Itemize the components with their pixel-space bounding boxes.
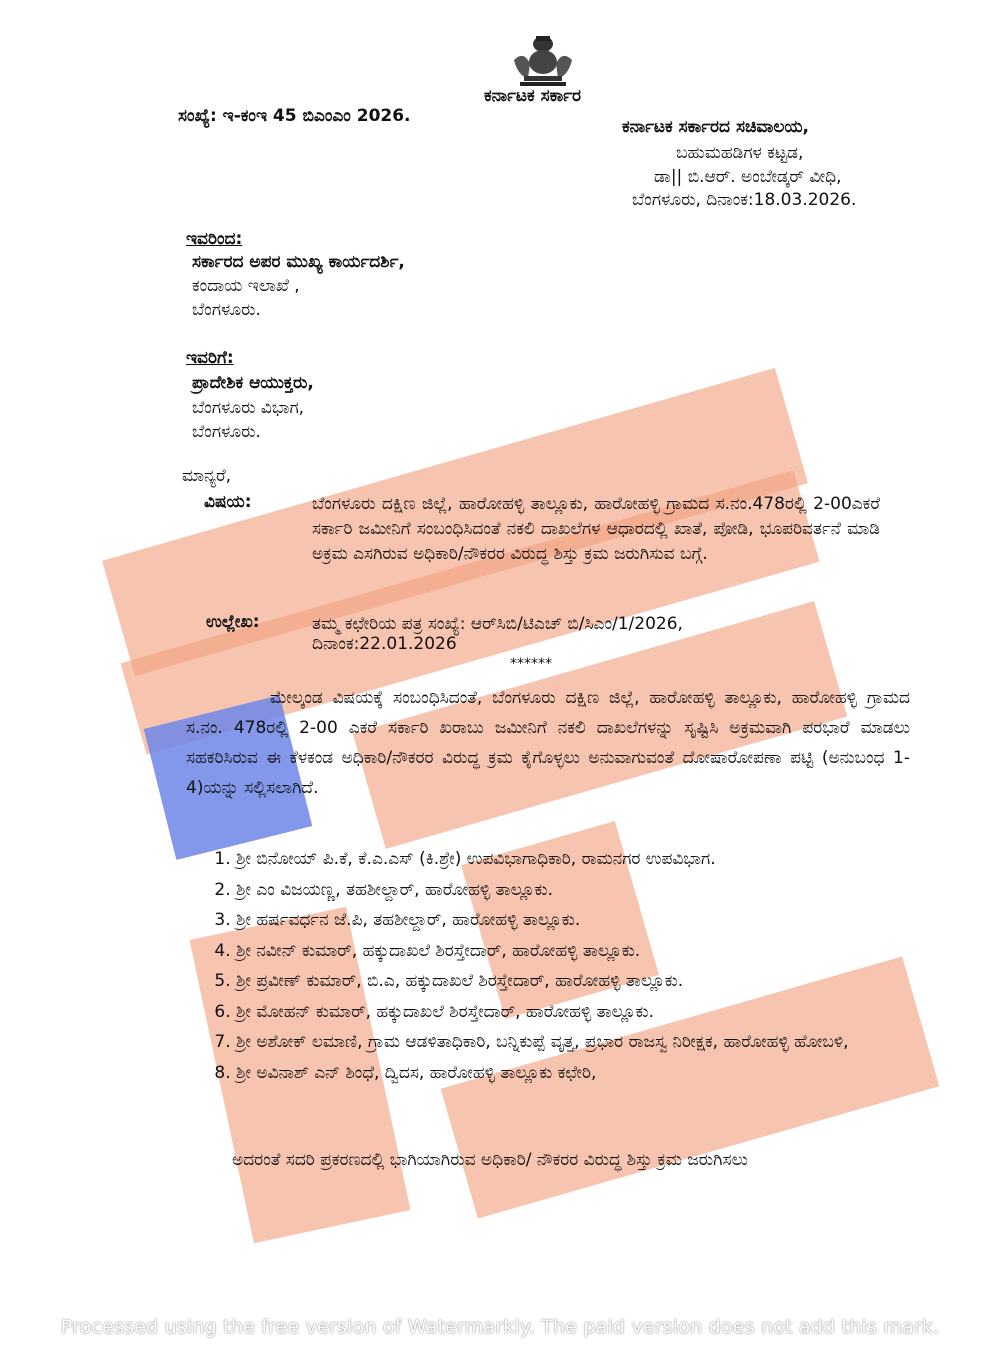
- government-name: ಕರ್ನಾಟಕ ಸರ್ಕಾರ: [484, 86, 582, 106]
- reference-number: ಸಂಖ್ಯೆ: ಇ-ಕಂಇ 45 ಬಿಎಂಎಂ 2026.: [178, 106, 411, 126]
- to-line-1: ಪ್ರಾದೇಶಿಕ ಆಯುಕ್ತರು,: [192, 373, 314, 393]
- to-line-2: ಬೆಂಗಳೂರು ವಿಭಾಗ,: [192, 398, 305, 418]
- official-item: 3. ಶ್ರೀ ಹರ್ಷವರ್ಧನ ಜೆ.ಪಿ, ತಹಶೀಲ್ದಾರ್, ಹಾರೋಹಳ್ಳಿ ತಾಲ್ಲೂಕು.: [236, 905, 936, 936]
- to-heading: ಇವರಿಗೆ:: [186, 348, 234, 368]
- separator: ******: [510, 656, 552, 672]
- official-item: 5. ಶ್ರೀ ಪ್ರವೀಣ್ ಕುಮಾರ್, ಬಿ.ಎ, ಹಕ್ಕುದಾಖಲೆ ಶಿರಸ್ತೇದಾರ್, ಹಾರೋಹಳ್ಳಿ ತಾಲ್ಲೂಕು.: [236, 966, 936, 997]
- official-item: 8. ಶ್ರೀ ಅವಿನಾಶ್ ಎನ್ ಶಿಂಧೆ, ದ್ವಿದಸ, ಹಾರೋಹಳ್ಳಿ ತಾಲ್ಲೂಕು ಕಛೇರಿ,: [236, 1058, 936, 1089]
- from-heading: ಇವರಿಂದ:: [186, 229, 243, 249]
- address-line-2: ಬಹುಮಹಡಿಗಳ ಕಟ್ಟಡ,: [676, 143, 804, 163]
- to-line-3: ಬೆಂಗಳೂರು.: [192, 422, 261, 442]
- address-line-1: ಕರ್ನಾಟಕ ಸರ್ಕಾರದ ಸಚಿವಾಲಯ,: [622, 117, 810, 137]
- reference-date: ದಿನಾಂಕ:22.01.2026: [312, 634, 457, 654]
- official-item: 2. ಶ್ರೀ ಎಂ ವಿಜಯಣ್ಣ, ತಹಶೀಲ್ದಾರ್, ಹಾರೋಹಳ್ಳಿ ತಾಲ್ಲೂಕು.: [236, 875, 936, 906]
- reference-label: ಉಲ್ಲೇಖ:: [206, 612, 260, 632]
- from-line-2: ಕಂದಾಯ ಇಲಾಖೆ ,: [192, 276, 300, 296]
- karnataka-emblem-icon: [510, 30, 576, 88]
- official-item: 4. ಶ್ರೀ ನವೀನ್ ಕುಮಾರ್, ಹಕ್ಕುದಾಖಲೆ ಶಿರಸ್ತೇದಾರ್, ಹಾರೋಹಳ್ಳಿ ತಾಲ್ಲೂಕು.: [236, 936, 936, 967]
- body-paragraph: ಮೇಲ್ಕಂಡ ವಿಷಯಕ್ಕೆ ಸಂಬಂಧಿಸಿದಂತೆ, ಬೆಂಗಳೂರು ದಕ್ಷಿಣ ಜಿಲ್ಲೆ, ಹಾರೋಹಳ್ಳಿ ತಾಲ್ಲೂಕು, ಹಾರೋಹಳ್ಳಿ ಗ್ರಾಮದ ಸ.ನಂ. 478ರಲ್ಲಿ 2-00 ಎಕರೆ ಸರ್ಕಾರಿ ಖರಾಬು ಜಮೀನಿಗೆ ನಕಲಿ ದಾಖಲೆಗಳನ್ನು ಸೃಷ್ಟಿಸಿ ಅಕ್ರಮವಾಗಿ ಪರಭಾರೆ ಮಾಡಲು ಸಹಕರಿಸಿರುವ ಈ ಕೆಳಕಂಡ ಅಧಿಕಾರಿ/ನೌಕರರ ವಿರುದ್ಧ ಕ್ರಮ ಕೈಗೊಳ್ಳಲು ಅನುವಾಗುವಂತೆ ದೋಷಾರೋಪಣಾ ಪಟ್ಟಿ (ಅನುಬಂಧ 1-4)ಯನ್ನು ಸಲ್ಲಿಸಲಾಗಿದೆ.: [186, 688, 910, 798]
- reference-line-1: ತಮ್ಮ ಕಛೇರಿಯ ಪತ್ರ ಸಂಖ್ಯೆ: ಆರ್‌ಸಿಬಿ/ಟಿಎಚ್ ಬಿ/ಸಿಎಂ/1/2026,: [312, 614, 683, 634]
- from-line-1: ಸರ್ಕಾರದ ಅಪರ ಮುಖ್ಯ ಕಾರ್ಯದರ್ಶಿ,: [192, 252, 405, 272]
- closing-line: ಅದರಂತೆ ಸದರಿ ಪ್ರಕರಣದಲ್ಲಿ ಭಾಗಿಯಾಗಿರುವ ಅಧಿಕಾರಿ/ ನೌಕರರ ವಿರುದ್ಧ ಶಿಸ್ತು ಕ್ರಮ ಜರುಗಿಸಲು: [232, 1150, 748, 1170]
- official-item: 1. ಶ್ರೀ ಬಿನೋಯ್ ಪಿ.ಕೆ, ಕೆ.ಎ.ಎಸ್ (ಕಿ.ಶ್ರೇ) ಉಪವಿಭಾಗಾಧಿಕಾರಿ, ರಾಮನಗರ ಉಪವಿಭಾಗ.: [236, 844, 936, 875]
- official-item: 6. ಶ್ರೀ ಮೋಹನ್ ಕುಮಾರ್, ಹಕ್ಕುದಾಖಲೆ ಶಿರಸ್ತೇದಾರ್, ಹಾರೋಹಳ್ಳಿ ತಾಲ್ಲೂಕು.: [236, 997, 936, 1028]
- subject-text: ಬೆಂಗಳೂರು ದಕ್ಷಿಣ ಜಿಲ್ಲೆ, ಹಾರೋಹಳ್ಳಿ ತಾಲ್ಲೂಕು, ಹಾರೋಹಳ್ಳಿ ಗ್ರಾಮದ ಸ.ನಂ.478ರಲ್ಲಿ 2-00ಎಕರೆ ಸರ್ಕಾರಿ ಜಮೀನಿಗೆ ಸಂಬಂಧಿಸಿದಂತೆ ನಕಲಿ ದಾಖಲೆಗಳ ಆಧಾರದಲ್ಲಿ ಖಾತೆ, ಪೋಡಿ, ಭೂಪರಿವರ್ತನೆ ಮಾಡಿ ಅಕ್ರಮ ಎಸಗಿರುವ ಅಧಿಕಾರಿ/ನೌಕರರ ವಿರುದ್ಧ ಶಿಸ್ತು ಕ್ರಮ ಜರುಗಿಸುವ ಬಗ್ಗೆ.: [312, 494, 880, 564]
- address-line-3: ಡಾ|| ಬಿ.ಆರ್. ಅಂಬೇಡ್ಕರ್ ವೀಧಿ,: [654, 167, 842, 187]
- salutation: ಮಾನ್ಯರೆ,: [182, 466, 232, 486]
- official-item: 7. ಶ್ರೀ ಅಶೋಕ್ ಲಮಾಣಿ, ಗ್ರಾಮ ಆಡಳಿತಾಧಿಕಾರಿ, ಬನ್ನಿಕುಪ್ಪೆ ವೃತ್ತ, ಪ್ರಭಾರ ರಾಜಸ್ವ ನಿರೀಕ್ಷಕ, ಹಾರೋಹಳ್ಳಿ ಹೋಬಳಿ,: [236, 1027, 936, 1058]
- subject-label: ವಿಷಯ:: [204, 492, 252, 512]
- address-date-line: ಬೆಂಗಳೂರು, ದಿನಾಂಕ:18.03.2026.: [632, 190, 857, 210]
- from-line-3: ಬೆಂಗಳೂರು.: [192, 300, 261, 320]
- officials-list: [212, 844, 936, 1088]
- watermark-text: Processed using the free version of Watermarkly. The paid version does not add this mark.: [60, 1316, 940, 1338]
